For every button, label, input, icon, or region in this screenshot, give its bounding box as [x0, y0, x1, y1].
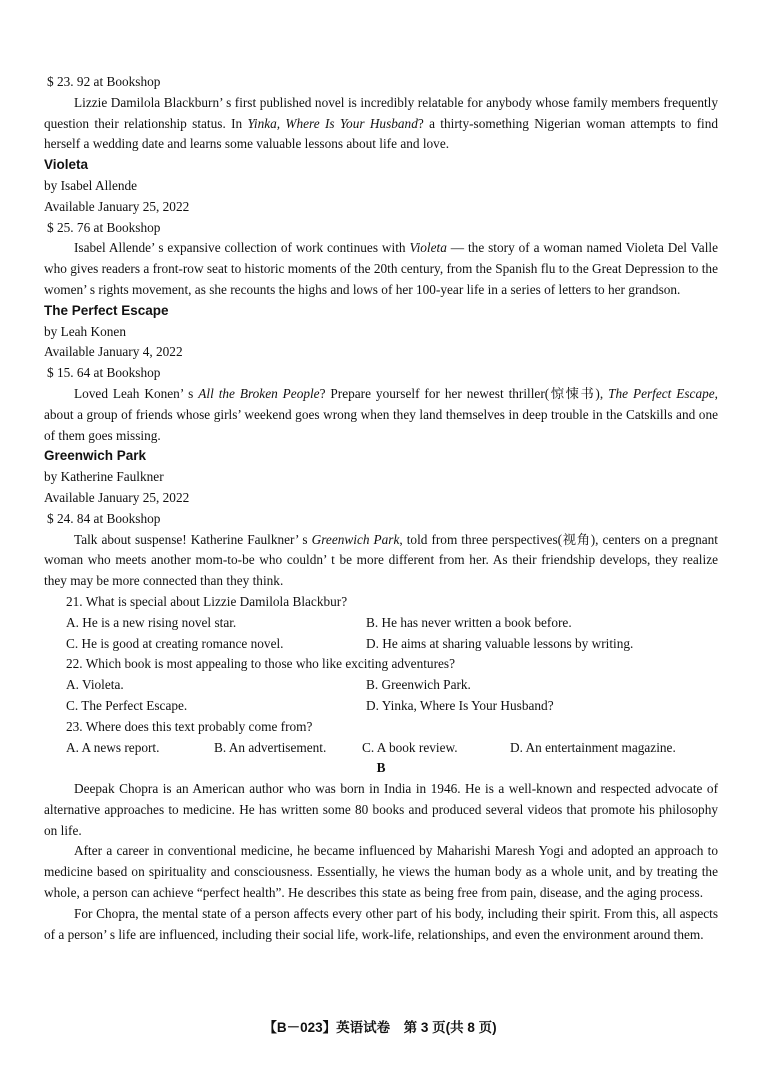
book-availability: Available January 25, 2022: [44, 489, 190, 505]
option-b[interactable]: B. An advertisement.: [214, 739, 327, 755]
option-row: [44, 675, 718, 696]
option-row: [44, 613, 718, 634]
book-price: $ 23. 92 at Bookshop: [47, 74, 161, 89]
option-row: [44, 738, 718, 759]
question-stem: 23. Where does this text probably come from?: [66, 718, 313, 734]
passage-paragraph: After a career in conventional medicine, he became influenced by Maharishi Maresh Yogi and adopted an approach to medicine based on spirituality and consciousness. Essentially, he views the human body as a whole unit, and by treating the whole, a person can achieve “perfect health”. He describes this state as being free from pain, disease, and the aging process.: [44, 843, 718, 901]
book-availability: Available January 4, 2022: [44, 344, 183, 360]
book-author: by Isabel Allende: [44, 177, 138, 193]
option-c[interactable]: C. The Perfect Escape.: [66, 697, 188, 713]
book-author: by Katherine Faulkner: [44, 469, 164, 485]
page-content: [44, 72, 718, 945]
option-b[interactable]: B. Greenwich Park.: [366, 677, 471, 693]
book-availability: Available January 25, 2022: [44, 198, 190, 214]
option-d[interactable]: D. Yinka, Where Is Your Husband?: [366, 697, 554, 713]
section-heading: B: [376, 760, 386, 776]
option-c[interactable]: C. A book review.: [362, 739, 458, 755]
option-row: [44, 696, 718, 717]
book-description: Talk about suspense! Katherine Faulkner’ s Greenwich Park, told from three perspectives(视角), centers on a pregnant woman who meets another mom-to-be who couldn’ t be more different from her. As their friendship develops, they realize they may be more connected than they think.: [44, 531, 718, 589]
passage-paragraph: Deepak Chopra is an American author who was born in India in 1946. He is a well-known and respected advocate of alternative approaches to medicine. He has written some 80 books and produced several videos that promote his philosophy on life.: [44, 781, 718, 838]
book-description: Isabel Allende’ s expansive collection of work continues with Violeta — the story of a woman named Violeta Del Valle who gives readers a front-row seat to historic moments of the 20th century, from the Spanish flu to the Great Depression to the women’ s rights movement, as she recounts the highs and lows of her 100-year life in a series of letters to her grandson.: [44, 240, 718, 297]
question-stem: 22. Which book is most appealing to those who like exciting adventures?: [66, 656, 455, 672]
option-row: [44, 634, 718, 655]
book-title: The Perfect Escape: [44, 302, 169, 318]
option-d[interactable]: D. He aims at sharing valuable lessons by writing.: [366, 635, 634, 651]
book-description: Loved Leah Konen’ s All the Broken People? Prepare yourself for her newest thriller(惊悚书), The Perfect Escape, about a group of friends whose girls’ weekend goes wrong when they land themselves in deep trouble in the Catskills and one of them goes missing.: [44, 385, 718, 443]
book-price: $ 24. 84 at Bookshop: [47, 510, 161, 526]
book-title: Greenwich Park: [44, 448, 147, 464]
question-stem: 21. What is special about Lizzie Damilola Blackbur?: [66, 593, 348, 609]
book-title: Violeta: [44, 157, 89, 173]
book-price: $ 25. 76 at Bookshop: [47, 219, 161, 235]
book-author: by Leah Konen: [44, 323, 126, 339]
passage-paragraph: For Chopra, the mental state of a person affects every other part of his body, including their spirit. From this, all aspects of a person’ s life are influenced, including their social life, work-life, relationships, and even the environment around them.: [44, 905, 718, 942]
option-d[interactable]: D. An entertainment magazine.: [510, 739, 676, 755]
option-a[interactable]: A. Violeta.: [66, 677, 124, 693]
option-b[interactable]: B. He has never written a book before.: [366, 614, 572, 630]
option-a[interactable]: A. He is a new rising novel star.: [66, 614, 237, 630]
book-price: $ 15. 64 at Bookshop: [47, 365, 161, 381]
book-description: Lizzie Damilola Blackburn’ s first published novel is incredibly relatable for anybody whose family members frequently question their relationship status. In Yinka, Where Is Your Husband? a thirty-something Nigerian woman attempts to find herself a wedding date and learns some valuable lessons about life and love.: [44, 94, 718, 152]
option-c[interactable]: C. He is good at creating romance novel.: [66, 635, 284, 651]
option-a[interactable]: A. A news report.: [66, 739, 160, 755]
page-footer: 【B－023】英语试卷 第 3 页(共 8 页): [263, 1020, 497, 1035]
